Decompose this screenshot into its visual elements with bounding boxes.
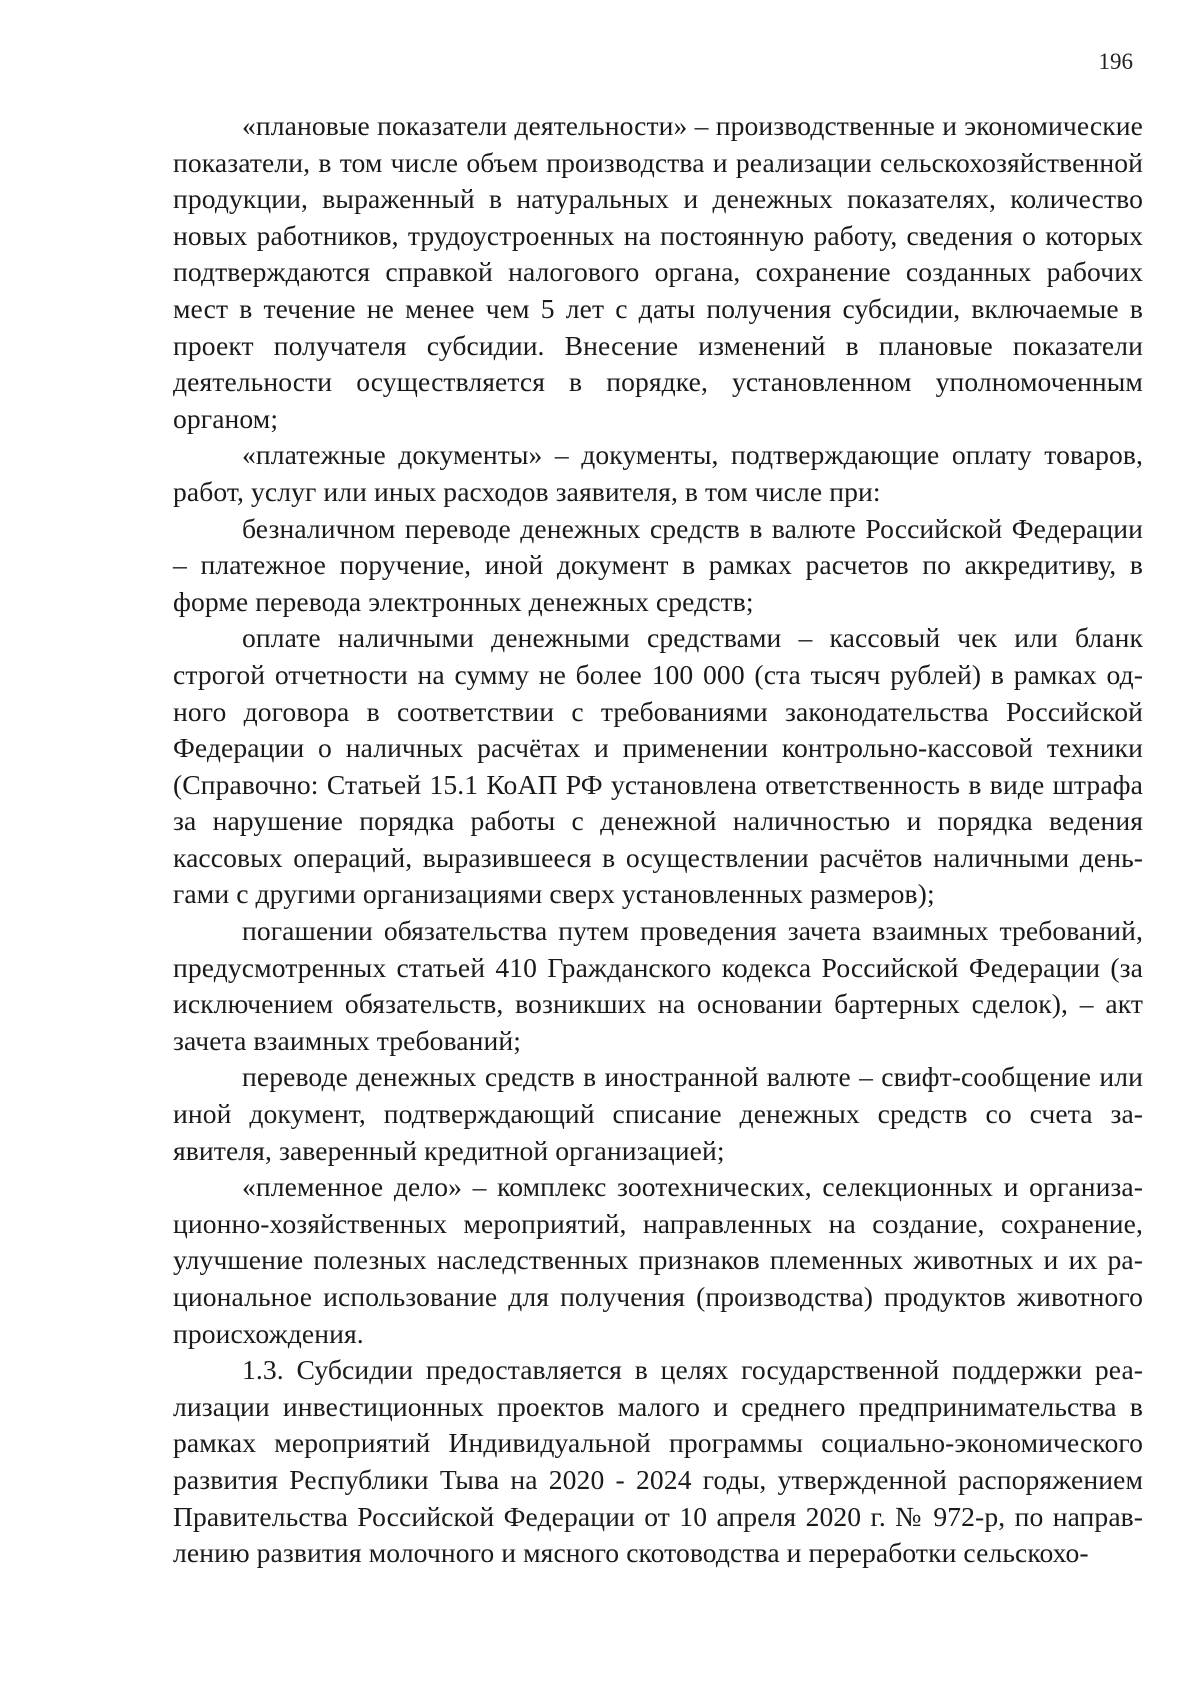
page-number: 196 — [1098, 49, 1133, 74]
document-body — [173, 108, 1143, 1572]
paragraph-payment-documents: «платежные документы» – документы, подтверждающие оплату товаров, работ, услуг или иных расходов заявителя, в том числе при: — [173, 439, 1143, 507]
paragraph-cash-payment: оплате наличными денежными средствами – кассовый чек или бланк строгой отчетности на сумму не более 100 000 (ста тысяч рублей) в рамках одного договора в соответствии с требованиями законодательства Российской Федерации о наличных расчётах и применении контрольно-кассовой техники (Справочно: Статьей 15.1 КоАП РФ установлена ответственность в виде штрафа за нарушение порядка работы с денежной наличностью и порядка ведения кассовых операций, выразившееся в осуществлении расчётов наличными деньгами с другими организациями сверх установленных размеров); — [173, 622, 1143, 910]
paragraph-breeding: «племенное дело» – комплекс зоотехнических, селекционных и организационно-хозяйственных мероприятий, направленных на создание, сохранение, улучшение полезных наследственных признаков племенных животных и их рациональное использование для получения (производства) продуктов животного происхождения. — [173, 1171, 1143, 1349]
paragraph-foreign-currency: переводе денежных средств в иностранной валюте – свифт-сообщение или иной документ, подтверждающий списание денежных средств со счета заявителя, заверенный кредитной организацией; — [173, 1061, 1143, 1166]
paragraph-section-1-3: 1.3. Субсидии предоставляется в целях государственной поддержки реализации инвестиционных проектов малого и среднего предпринимательства в рамках мероприятий Индивидуальной программы социально-экономического развития Республики Тыва на 2020 - 2024 годы, утвержденной распоряжением Правительства Российской Федерации от 10 апреля 2020 г. № 972-р, по направлению развития молочного и мясного скотоводства и переработки сельскохо- — [173, 1354, 1143, 1569]
paragraph-offset-obligations: погашении обязательства путем проведения зачета взаимных требований, предусмотренных статьей 410 Гражданского кодекса Российской Федерации (за исключением обязательств, возникших на основании бартерных сделок), – акт зачета взаимных требований; — [173, 915, 1143, 1056]
paragraph-cashless-transfer: безналичном переводе денежных средств в валюте Российской Федерации – платежное поручение, иной документ в рамках расчетов по аккредитиву, в форме перевода электронных денежных средств; — [173, 512, 1143, 617]
paragraph-planned-indicators: «плановые показатели деятельности» – производственные и экономические показатели, в том числе объем производства и реализации сельскохозяйственной продукции, выраженный в натуральных и денежных показателях, количество новых работников, трудоустроенных на постоянную работу, сведения о которых подтверждаются справкой налогового органа, сохранение созданных рабочих мест в течение не менее чем 5 лет с даты получения субсидии, включаемые в проект получателя субсидии. Внесение изменений в плановые показатели деятельности осуществляется в порядке, установленном уполномоченным органом; — [173, 110, 1143, 434]
